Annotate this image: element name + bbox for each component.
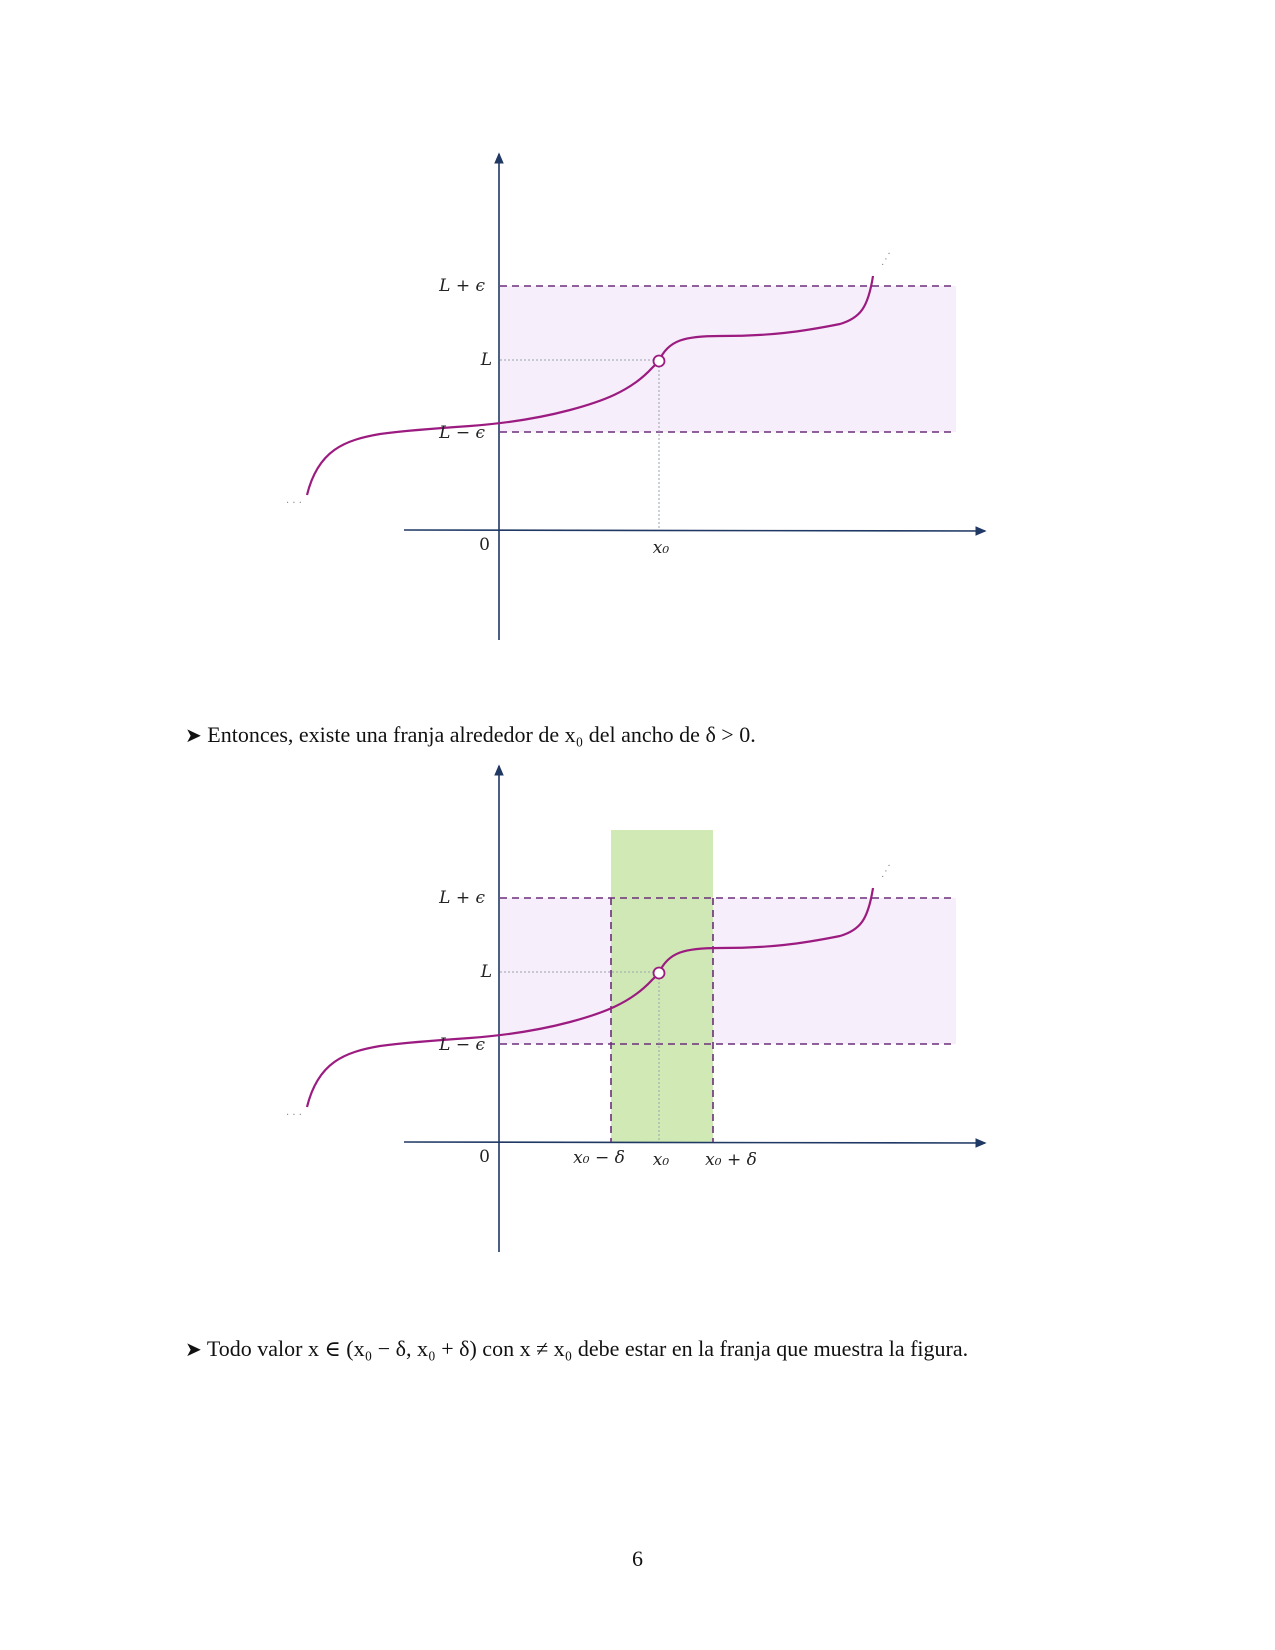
curve-continuation-left: · · · xyxy=(286,498,302,509)
label-x0: x₀ xyxy=(652,538,670,558)
paragraph-entonces-text: Entonces, existe una franja alrededor de x₀ del ancho de δ > 0. xyxy=(207,722,756,747)
label-x0-plus-delta: x₀ + δ xyxy=(705,1150,757,1170)
x-axis xyxy=(404,530,985,531)
curve-continuation-left: · · · xyxy=(286,1110,302,1121)
x-axis xyxy=(404,1142,985,1143)
curve-continuation-right: · · · xyxy=(878,861,896,881)
label-x0-minus-delta: x₀ − δ xyxy=(573,1148,625,1168)
paragraph-entonces xyxy=(150,720,1125,750)
label-l-minus-epsilon: L − ϵ xyxy=(439,1035,485,1055)
paragraph-todo-valor-text: Todo valor x ∈ (x₀ − δ, x₀ + δ) con x ≠ x₀ debe estar en la franja que muestra la figura. xyxy=(206,1336,969,1361)
bullet-arrow-icon: ➤ xyxy=(185,1337,202,1361)
bullet-arrow-icon: ➤ xyxy=(185,723,202,747)
label-l: L xyxy=(480,962,492,982)
label-origin: 0 xyxy=(479,535,490,555)
figure-delta-strip-svg xyxy=(0,752,1275,1252)
label-l: L xyxy=(480,350,492,370)
figure-epsilon-band-svg xyxy=(0,140,1275,640)
label-l-minus-epsilon: L − ϵ xyxy=(439,423,485,443)
delta-strip xyxy=(611,830,713,1142)
hole-point xyxy=(654,968,665,979)
curve-continuation-right: · · · xyxy=(878,249,896,269)
label-l-plus-epsilon: L + ϵ xyxy=(439,888,485,908)
label-l-plus-epsilon: L + ϵ xyxy=(439,276,485,296)
page-number: 6 xyxy=(632,1546,643,1571)
figure-delta-strip xyxy=(0,752,1275,1252)
figure-epsilon-band xyxy=(0,140,1275,640)
hole-point xyxy=(654,356,665,367)
label-origin: 0 xyxy=(479,1147,490,1167)
label-x0: x₀ xyxy=(652,1150,670,1170)
paragraph-todo-valor xyxy=(150,1334,1125,1364)
